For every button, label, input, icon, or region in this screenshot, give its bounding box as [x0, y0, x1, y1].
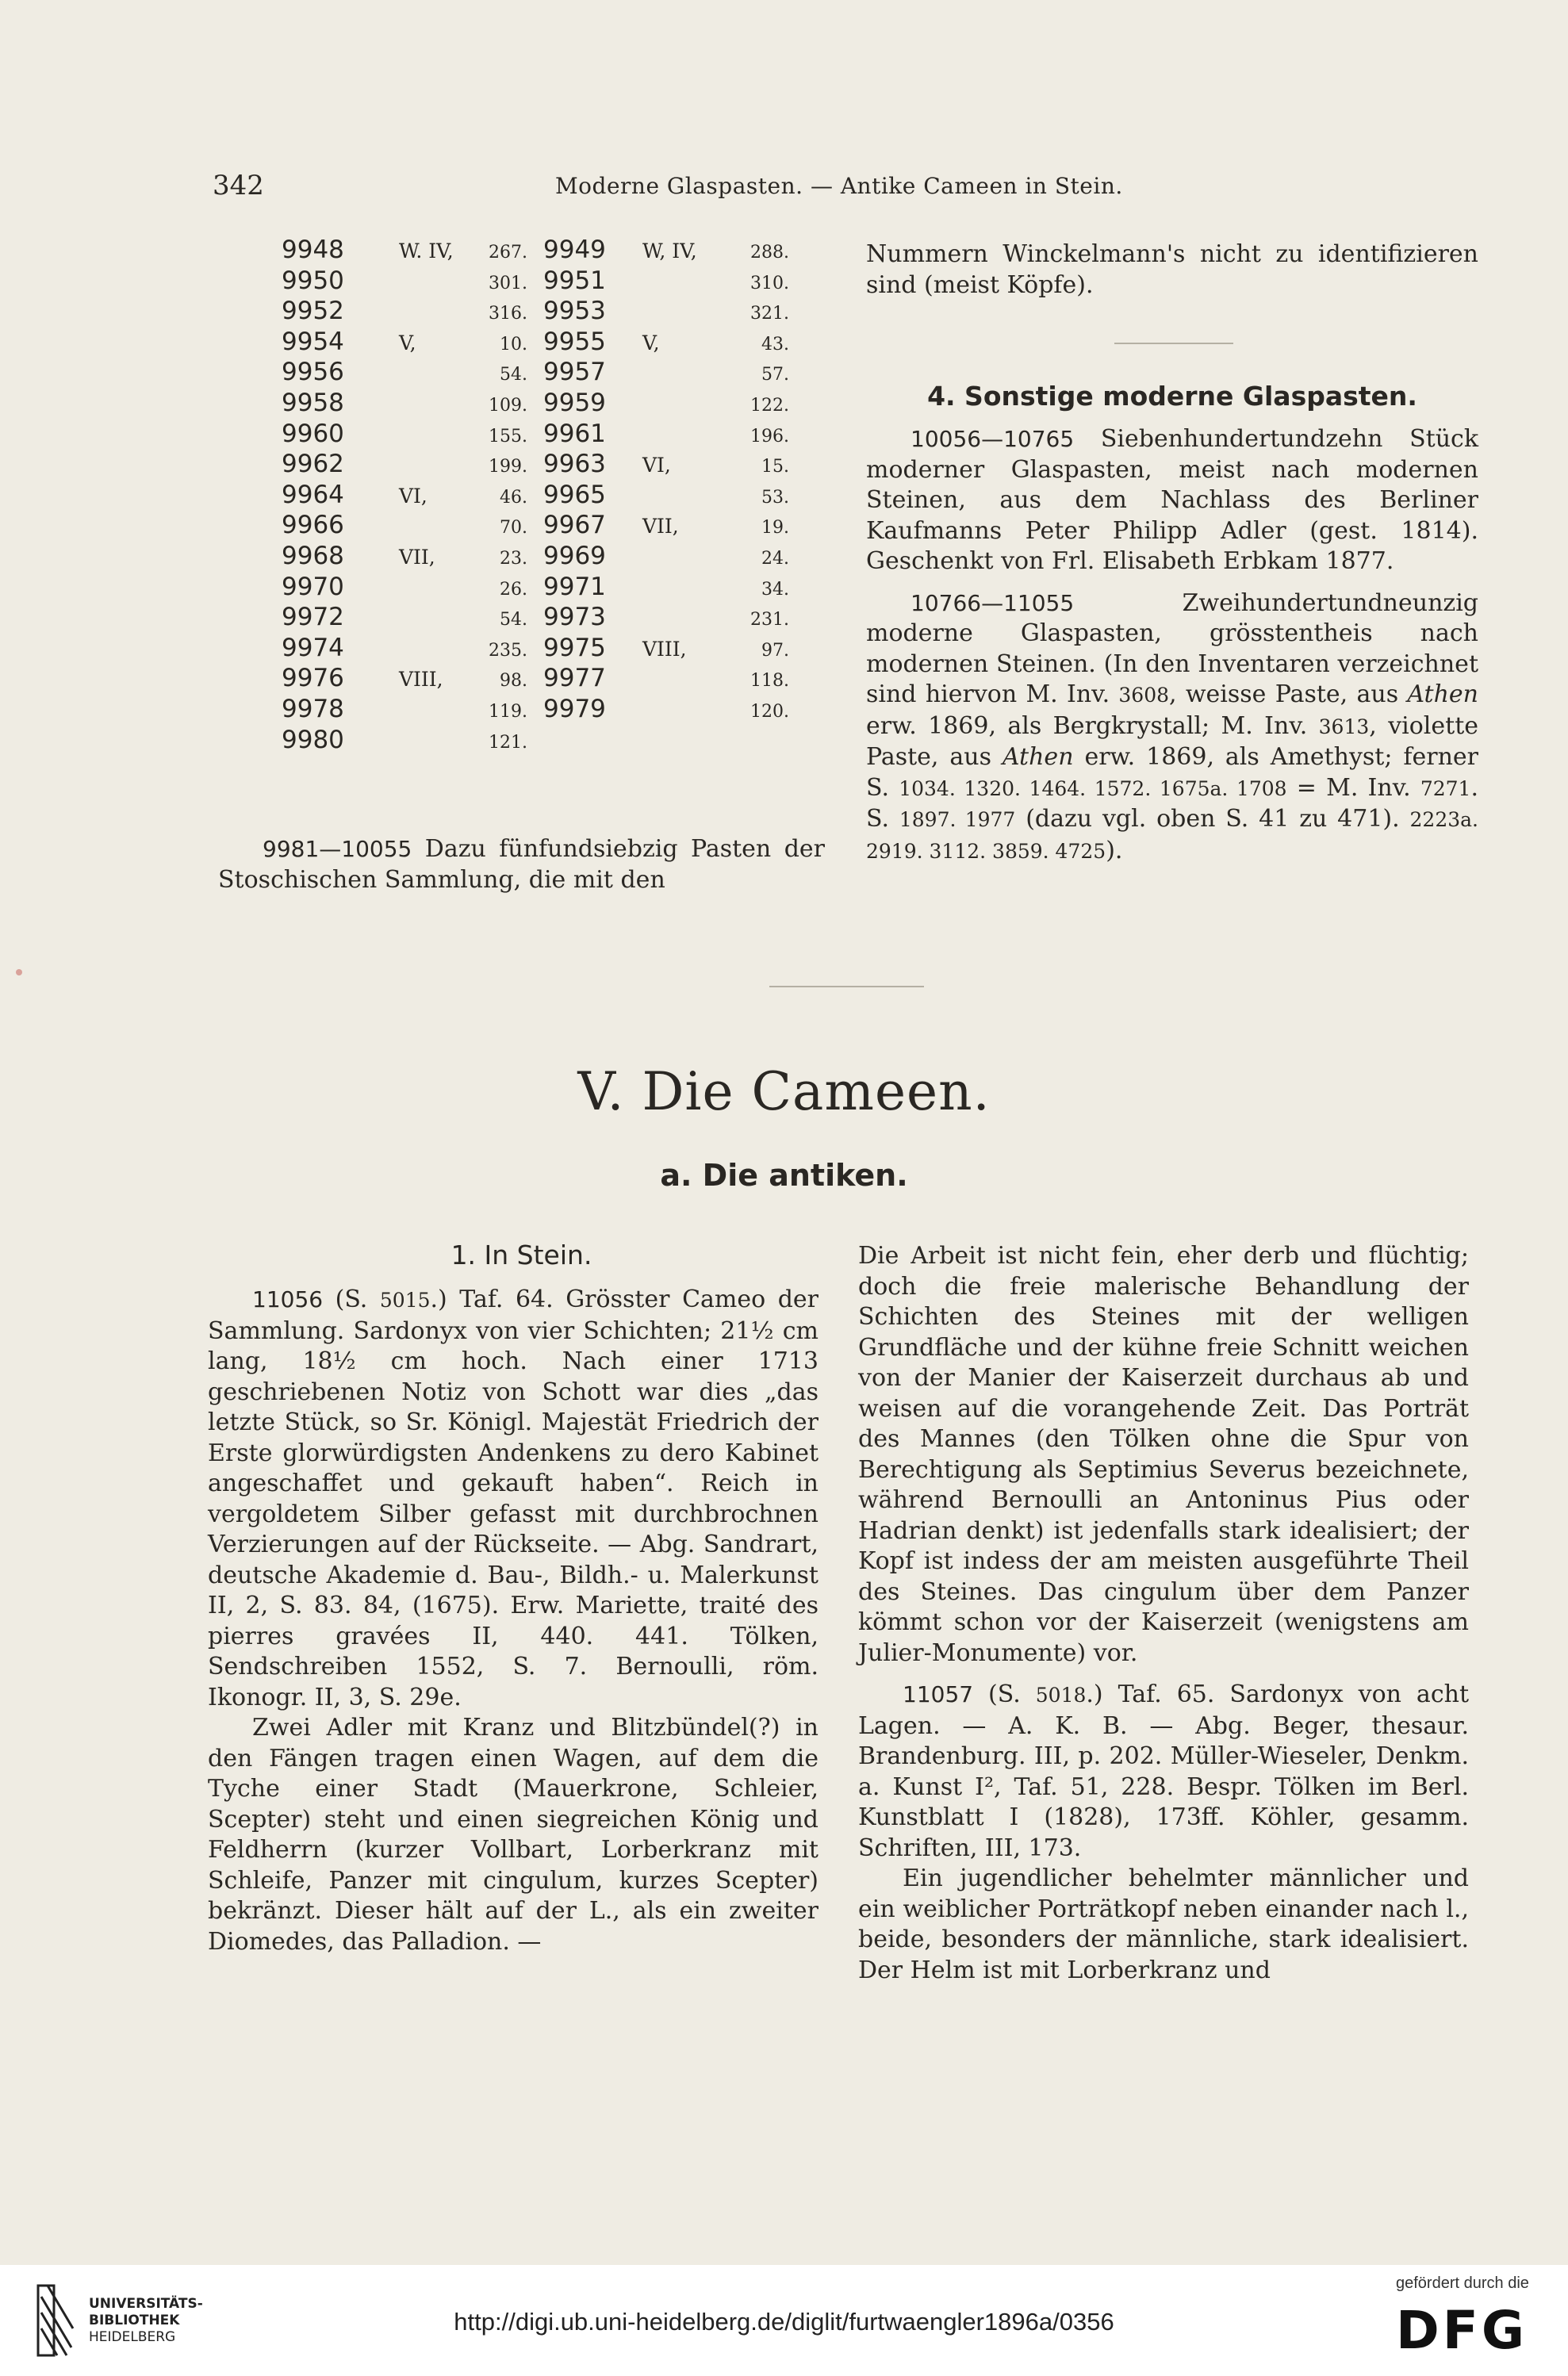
table-cell-number: 9960 — [282, 419, 344, 448]
table-cell-number: 9964 — [282, 480, 344, 509]
table-cell-number: 9952 — [282, 297, 344, 326]
library-name-line: BIBLIOTHEK — [89, 2313, 180, 2328]
table-row — [282, 266, 837, 297]
table-cell-page: 316. — [489, 304, 527, 324]
table-cell-page: 46. — [500, 487, 527, 508]
continuation-text: Nummern Winckelmann's nicht zu identifizieren sind (meist Köpfe). — [866, 240, 1478, 299]
table-cell-number: 9973 — [543, 603, 606, 632]
table-cell-number: 9972 — [282, 603, 344, 632]
table-cell-page: 26. — [500, 579, 527, 600]
entry-11056 — [208, 1285, 819, 1713]
table-cell-page: 118. — [750, 671, 789, 692]
entry-10056 — [866, 424, 1478, 577]
table-cell-number: 9948 — [282, 236, 344, 264]
page-number: 342 — [213, 170, 264, 201]
table-cell-number: 9958 — [282, 389, 344, 417]
table-cell-page: 34. — [761, 579, 789, 600]
dfg-logo: DFG — [1396, 2300, 1528, 2361]
entries-right — [866, 424, 1478, 867]
entry-number: 10056—10765 — [911, 426, 1075, 452]
table-cell-page: 310. — [750, 273, 789, 293]
entry-text: erw. 1869, als Amethyst; ferner S. — [866, 743, 1479, 802]
right-column-top — [866, 240, 1478, 301]
table-cell-number: 9980 — [282, 725, 344, 754]
table-cell-number: 9962 — [282, 450, 344, 479]
table-cell-page: 121. — [489, 732, 527, 753]
table-cell-volume: V, — [642, 331, 660, 354]
inv-number: 3613 — [1318, 715, 1370, 738]
table-row — [282, 725, 837, 756]
entry-number: 10766—11055 — [911, 589, 1075, 616]
table-cell-number: 9979 — [543, 695, 606, 723]
entry-text: = M. Inv. — [1286, 773, 1420, 802]
table-cell-page: 321. — [750, 304, 789, 324]
table-cell-number: 9961 — [543, 419, 606, 448]
table-cell-page: 196. — [750, 426, 789, 446]
table-cell-volume: W, IV, — [642, 240, 697, 263]
table-cell-number: 9959 — [543, 389, 606, 417]
library-name-line: UNIVERSITÄTS- — [89, 2296, 203, 2312]
table-cell-page: 10. — [500, 334, 527, 354]
entry-text: (S. — [323, 1286, 380, 1313]
table-cell-page: 288. — [750, 243, 789, 263]
table-cell-volume: VI, — [399, 484, 427, 508]
inv-number: 1034. 1320. 1464. 1572. 1675a. 1708 — [899, 776, 1287, 800]
margin-mark — [16, 969, 22, 975]
table-cell-page: 97. — [761, 640, 789, 661]
entry-text: (S. — [973, 1680, 1036, 1708]
table-cell-number: 9970 — [282, 572, 344, 601]
table-row — [282, 602, 837, 633]
entry-text: .) Taf. 64. Grösster Cameo der Sammlung. Sardonyx von vier Schichten; 21½ cm lang, 18½ cm hoch. Nach einer 1713 geschriebenen Notiz von Schott war dies „das letzte Stück, so Sr. Königl. Majestät Friedrich der Erste glorwürdigsten Andenkens zu dero Kabinet angeschaffet und gekauft haben“. Reich in vergoldetem Silber gefasst mit durchbrochnen Verzierungen auf der Rückseite. — Abg. Sandrart, deutsche Akademie d. Bau-, Bildh.- u. Malerkunst II, 2, S. 83. 84, (1675). Erw. Mariette, traité des pierres gravées II, 440. 441. Tölken, Sendschreiben 1552, S. 7. Bernoulli, röm. Ikonogr. II, 3, S. 29e. — [208, 1286, 819, 1711]
entry-number: 11057 — [903, 1681, 974, 1707]
table-row — [282, 357, 837, 388]
table-cell-volume: V, — [399, 331, 416, 354]
place-name: Athen — [1002, 743, 1074, 771]
table-row — [282, 510, 837, 541]
table-cell-number: 9957 — [543, 358, 606, 387]
section-subtitle: a. Die antiken. — [660, 1158, 908, 1193]
entry-11057-description: Ein jugendlicher behelmter männlicher und ein weiblicher Porträtkopf neben einander nach l., beide, besonders der männliche, stark idealisiert. Der Helm ist mit Lorberkranz und — [858, 1864, 1469, 1984]
table-cell-volume: VII, — [642, 515, 679, 538]
table-cell-number: 9955 — [543, 327, 606, 356]
table-cell-number: 9969 — [543, 542, 606, 570]
table-cell-number: 9963 — [543, 450, 606, 479]
table-cell-number: 9968 — [282, 542, 344, 570]
chapter-title: V. Die Cameen. — [577, 1061, 991, 1122]
table-cell-number: 9967 — [543, 511, 606, 540]
divider — [769, 986, 924, 987]
table-row — [282, 633, 837, 664]
divider — [1114, 343, 1233, 344]
funding-note: gefördert durch die — [1396, 2274, 1529, 2292]
section-heading: 4. Sonstige moderne Glaspasten. — [927, 381, 1417, 412]
table-row — [282, 235, 837, 266]
table-cell-page: 267. — [489, 243, 527, 263]
entry-9981 — [218, 834, 825, 895]
place-name: Athen — [1407, 680, 1478, 708]
table-cell-page: 15. — [761, 457, 789, 477]
table-row — [282, 572, 837, 603]
table-row — [282, 296, 837, 327]
table-cell-page: 70. — [500, 518, 527, 538]
entry-text: Dazu fünfundsiebzig Pasten der Stoschischen Sammlung, die mit den — [218, 835, 825, 894]
table-row — [282, 541, 837, 572]
table-cell-number: 9956 — [282, 358, 344, 387]
entry-10766 — [866, 588, 1478, 868]
entry-text: , weisse Paste, aus — [1169, 680, 1408, 708]
table-cell-page: 19. — [761, 518, 789, 538]
table-cell-volume: VIII, — [642, 637, 687, 661]
table-cell-page: 43. — [761, 334, 789, 354]
entry-11056-description: Zwei Adler mit Kranz und Blitzbündel(?) in den Fängen tragen einen Wagen, auf dem die Tyche einer Stadt (Mauerkrone, Schleier, Scepter) steht und einen siegreichen König und Feldherrn (kurzer Vollbart, Lorberkranz mit Schleife, Panzer mit cingulum, kurzes Scepter) bekränzt. Dieser hält auf der L., als ein zweiter Diomedes, das Palladion. — — [208, 1714, 819, 1956]
table-cell-number: 9976 — [282, 664, 344, 693]
table-cell-number: 9974 — [282, 633, 344, 662]
table-cell-page: 54. — [500, 365, 527, 385]
subsection-heading: 1. In Stein. — [450, 1240, 592, 1270]
table-row — [282, 419, 837, 450]
entry-text: Siebenhundertundzehn Stück moderner Glaspasten, meist nach modernen Steinen, aus dem Nachlass des Berliner Kaufmanns Peter Philipp Adler (gest. 1814). Geschenkt von Frl. Elisabeth Erbkam 1877. — [866, 425, 1478, 575]
table-cell-page: 235. — [489, 640, 527, 661]
entry-text: , violette Paste, aus — [866, 711, 1479, 771]
inv-number: 7271 — [1420, 776, 1471, 800]
table-cell-page: 122. — [750, 396, 789, 416]
table-cell-volume: VII, — [399, 546, 435, 569]
table-cell-volume: VIII, — [399, 668, 443, 692]
entry-number: 11056 — [252, 1286, 324, 1313]
table-row — [282, 449, 837, 480]
right-column-body — [858, 1241, 1469, 1986]
table-cell-page: 231. — [750, 610, 789, 630]
left-column-body — [208, 1285, 819, 1957]
table-cell-page: 301. — [489, 273, 527, 293]
entry-11057 — [858, 1680, 1469, 1864]
inv-number: 3608 — [1118, 684, 1170, 707]
table-cell-page: 53. — [761, 487, 789, 508]
table-cell-volume: VI, — [642, 454, 671, 477]
table-cell-number: 9965 — [543, 480, 606, 509]
table-cell-page: 155. — [489, 426, 527, 446]
table-cell-number: 9971 — [543, 572, 606, 601]
library-name-line: HEIDELBERG — [89, 2329, 176, 2345]
inv-number: 5015 — [379, 1289, 431, 1312]
table-cell-page: 119. — [489, 702, 527, 722]
entry-text: erw. 1869, als Bergkrystall; M. Inv. — [866, 711, 1319, 740]
table-cell-number: 9977 — [543, 664, 606, 693]
entry-text: Zweihundertundneunzig moderne Glaspasten, grösstentheis nach modernen Steinen. (In den Inventaren verzeichnet sind hiervon M. Inv. — [866, 588, 1478, 708]
table-cell-page: 98. — [500, 671, 527, 692]
source-url-link[interactable]: http://digi.ub.uni-heidelberg.de/diglit/furtwaengler1896a/0356 — [454, 2308, 1114, 2336]
table-cell-number: 9954 — [282, 327, 344, 356]
table-cell-volume: W. IV, — [399, 240, 454, 263]
entry-number: 9981—10055 — [263, 836, 412, 862]
table-cell-number: 9953 — [543, 297, 606, 326]
entry-text: (dazu vgl. oben S. 41 zu 471). — [1015, 805, 1410, 833]
table-row — [282, 327, 837, 358]
table-cell-number: 9951 — [543, 266, 606, 295]
table-row — [282, 388, 837, 419]
inv-number: 2223a. 2919. 3112. 3859. 4725 — [866, 808, 1479, 863]
table-cell-number: 9966 — [282, 511, 344, 540]
running-title: Moderne Glaspasten. — Antike Cameen in Stein. — [555, 173, 1123, 199]
table-cell-page: 24. — [761, 549, 789, 569]
inv-number: 5018 — [1035, 1684, 1087, 1707]
table-cell-page: 57. — [761, 365, 789, 385]
table-cell-page: 54. — [500, 610, 527, 630]
table-cell-page: 199. — [489, 457, 527, 477]
table-row — [282, 480, 837, 511]
table-cell-page: 120. — [750, 702, 789, 722]
table-cell-number: 9950 — [282, 266, 344, 295]
table-row — [282, 694, 837, 725]
table-cell-number: 9949 — [543, 236, 606, 264]
winckelmann-table — [282, 235, 837, 790]
inv-number: 1897. 1977 — [899, 808, 1016, 831]
table-cell-number: 9975 — [543, 633, 606, 662]
table-row — [282, 663, 837, 694]
entry-text: . S. — [866, 773, 1478, 833]
entry-text: ). — [1106, 836, 1123, 864]
table-cell-page: 23. — [500, 549, 527, 569]
entry-11056-commentary: Die Arbeit ist nicht fein, eher derb und flüchtig; doch die freie malerische Behandlung der Schichten des Steines mit der welligen Grundfläche und der kühne freie Schnitt weichen von der Manier der Kaiserzeit durchaus ab und weisen auf die vorangehende Zeit. Das Porträt des Mannes (den Tölken ohne die Spur von Berechtigung als Septimius Severus bezeichnete, während Bernoulli an Antoninus Pius oder Hadrian denkt) ist jedenfalls stark idealisiert; der Kopf ist indess der am meisten ausgeführte Theil des Steines. Das cingulum über dem Panzer kömmt schon vor der Kaiserzeit (wenigstens am Julier-Monumente) vor. — [858, 1242, 1469, 1667]
table-cell-number: 9978 — [282, 695, 344, 723]
table-cell-page: 109. — [489, 396, 527, 416]
entry-text: .) Taf. 65. Sardonyx von acht Lagen. — A. K. B. — Abg. Beger, thesaur. Brandenburg. III, p. 202. Müller-Wieseler, Denkm. a. Kunst I², Taf. 51, 228. Bespr. Tölken im Berl. Kunstblatt I (1828), 173ff. Köhler, gesamm. Schriften, III, 173. — [858, 1680, 1469, 1862]
